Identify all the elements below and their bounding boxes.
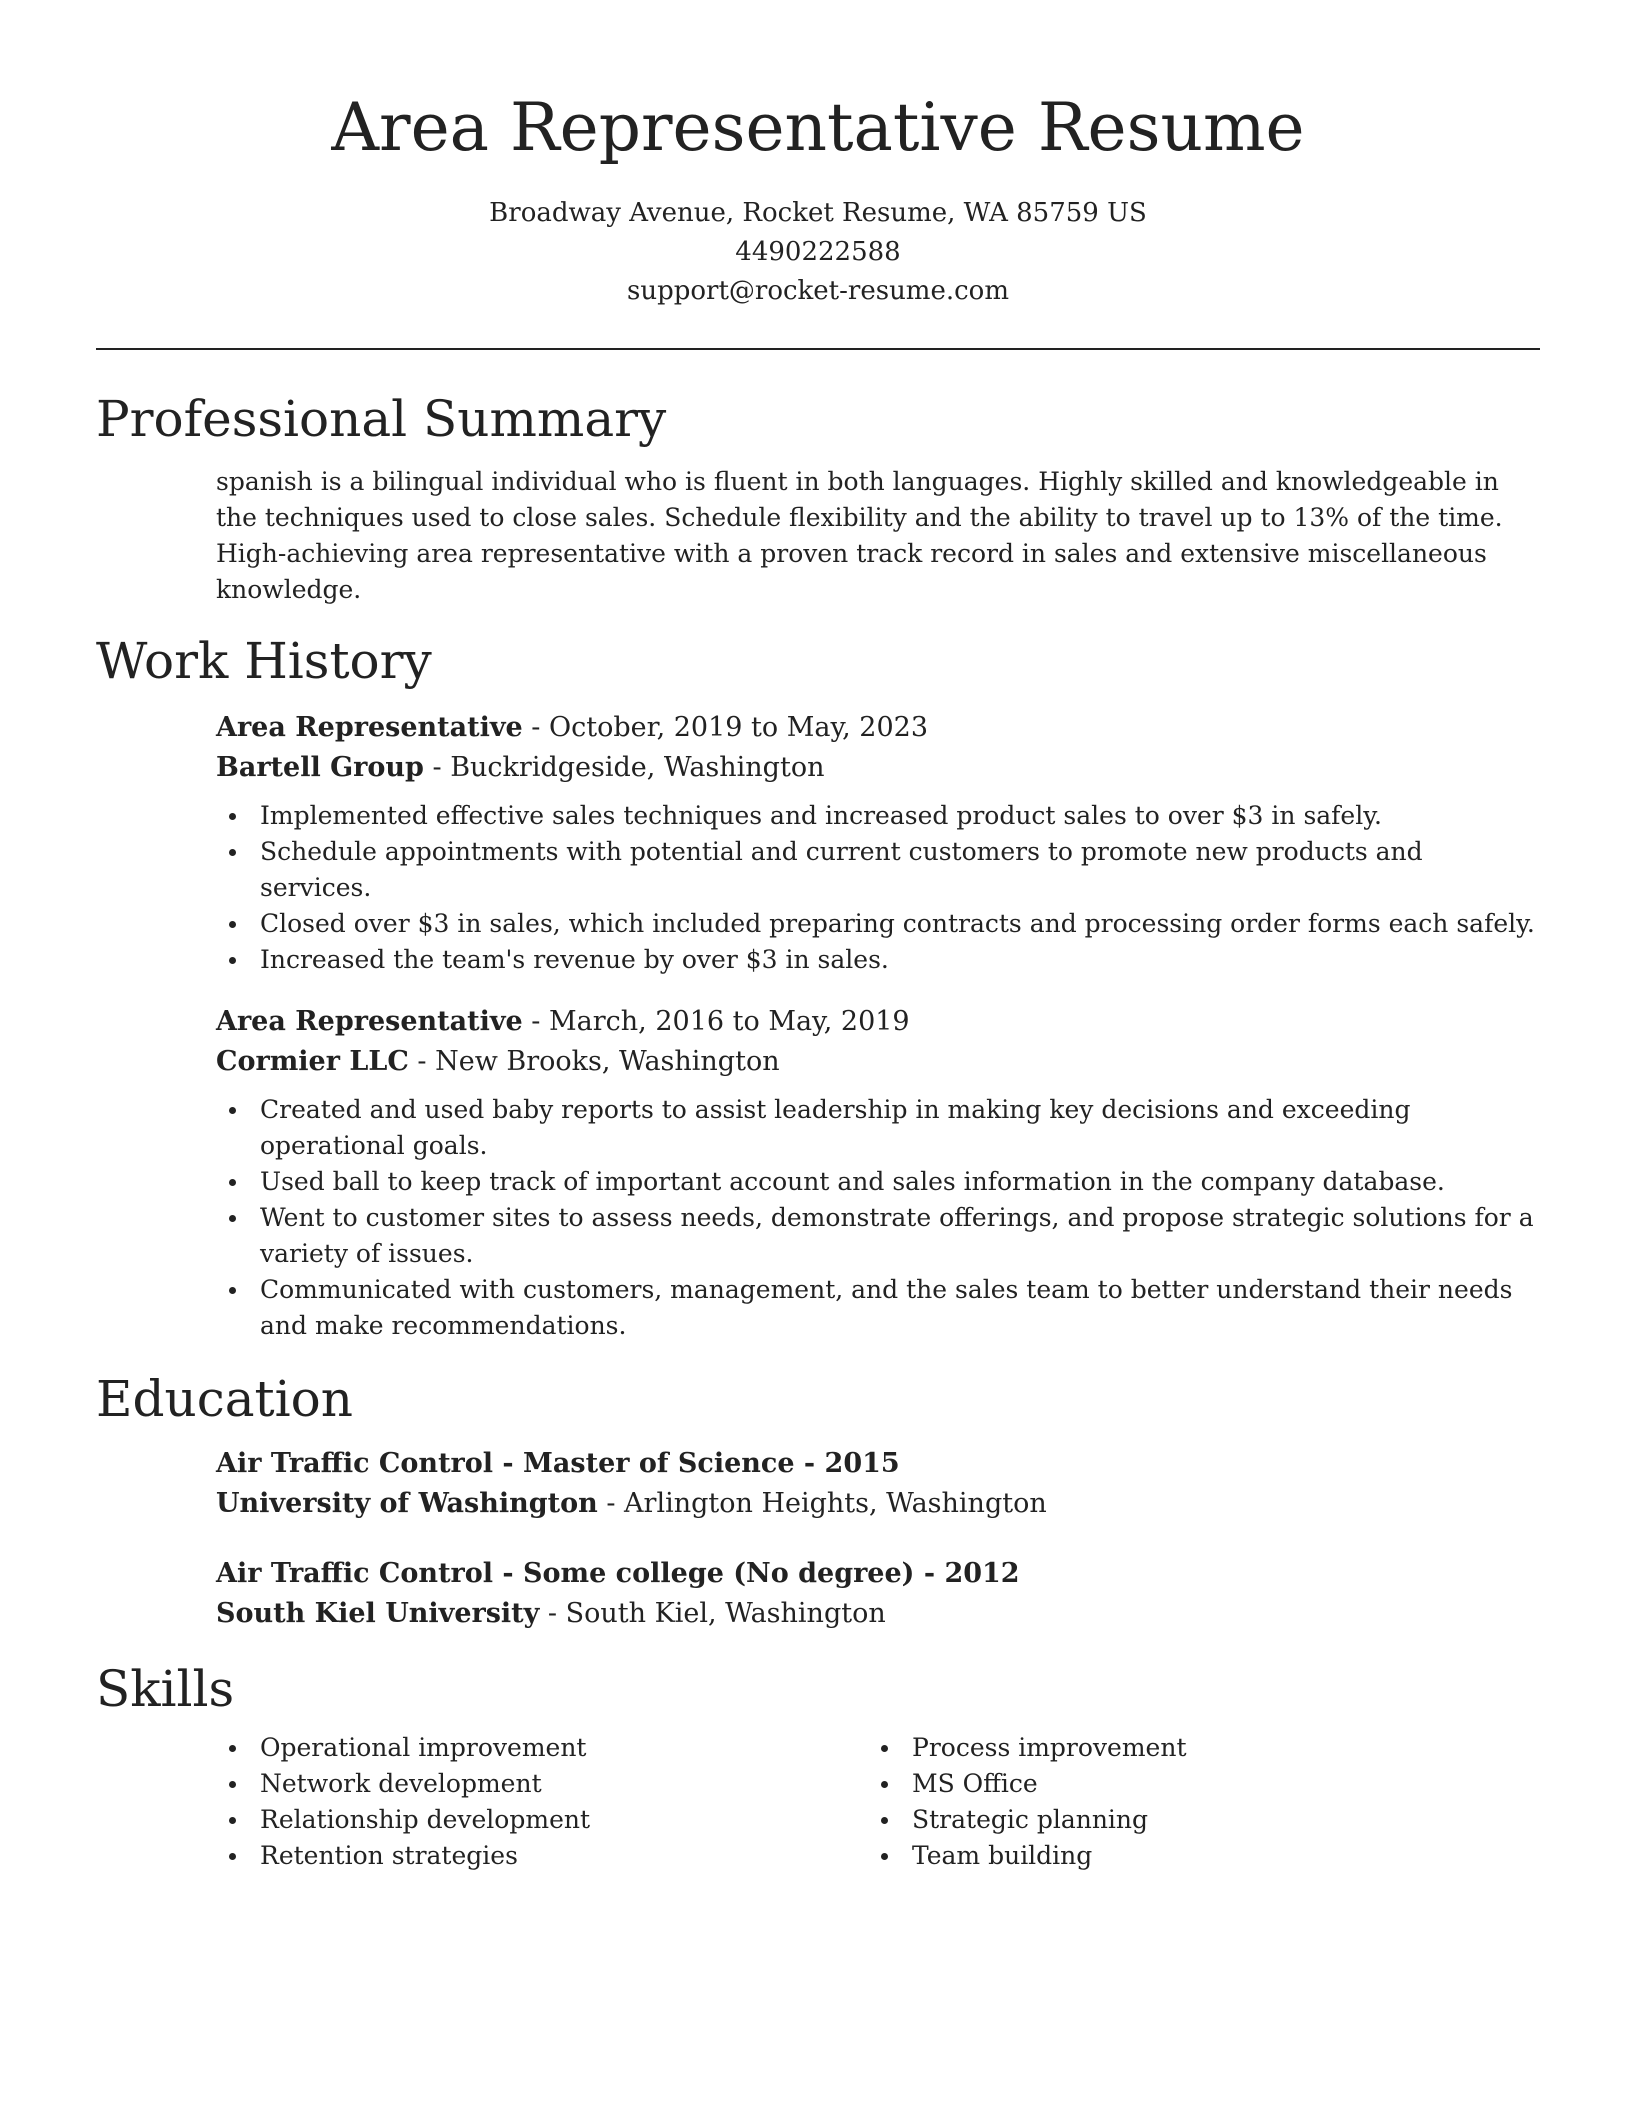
education-school-line xyxy=(216,1594,1540,1634)
job-entry xyxy=(216,1002,1540,1344)
job-company-line xyxy=(216,1042,1540,1082)
job-bullet: Used ball to keep track of important account and sales information in the company database. xyxy=(216,1164,1540,1200)
job-company-line xyxy=(216,748,1540,788)
job-bullet: Implemented effective sales techniques and increased product sales to over $3 in safely. xyxy=(216,798,1540,834)
education-school: University of Washington xyxy=(216,1488,598,1519)
skill-item: MS Office xyxy=(868,1766,1520,1802)
education-degree: Air Traffic Control - Some college (No degree) - 2012 xyxy=(216,1558,1020,1589)
education-degree-line xyxy=(216,1444,1540,1484)
skills-column-left xyxy=(216,1730,868,1874)
education-heading: Education xyxy=(96,1370,353,1428)
job-company: Cormier LLC xyxy=(216,1046,409,1077)
education-school: South Kiel University xyxy=(216,1598,540,1629)
job-title: Area Representative xyxy=(216,712,523,743)
skill-item: Network development xyxy=(216,1766,868,1802)
job-title-line xyxy=(216,708,1540,748)
education-location: - South Kiel, Washington xyxy=(539,1598,886,1629)
job-location: - New Brooks, Washington xyxy=(408,1046,780,1077)
skill-item: Strategic planning xyxy=(868,1802,1520,1838)
skill-item: Team building xyxy=(868,1838,1520,1874)
skill-item: Retention strategies xyxy=(216,1838,868,1874)
skill-item: Process improvement xyxy=(868,1730,1520,1766)
job-bullet: Closed over $3 in sales, which included preparing contracts and processing order forms each safely. xyxy=(216,906,1540,942)
education-degree: Air Traffic Control - Master of Science - 2015 xyxy=(216,1448,900,1479)
education-location: - Arlington Heights, Washington xyxy=(597,1488,1047,1519)
job-title: Area Representative xyxy=(216,1006,523,1037)
contact-address: Broadway Avenue, Rocket Resume, WA 85759 US xyxy=(489,198,1147,228)
header-divider xyxy=(96,348,1540,350)
work-history-heading: Work History xyxy=(96,632,432,690)
resume-title: Area Representative Resume xyxy=(331,89,1305,166)
education-entry xyxy=(216,1444,1540,1524)
skill-item: Relationship development xyxy=(216,1802,868,1838)
resume-page xyxy=(96,0,1540,1874)
resume-header xyxy=(96,0,1540,311)
contact-email: support@rocket-resume.com xyxy=(626,276,1009,306)
job-title-line xyxy=(216,1002,1540,1042)
job-bullet: Went to customer sites to assess needs, demonstrate offerings, and propose strategic solutions for a variety of issues. xyxy=(216,1200,1540,1272)
education-entry xyxy=(216,1554,1540,1634)
job-company: Bartell Group xyxy=(216,752,424,783)
skill-item: Operational improvement xyxy=(216,1730,868,1766)
job-bullet: Increased the team's revenue by over $3 in sales. xyxy=(216,942,1540,978)
job-bullet: Created and used baby reports to assist leadership in making key decisions and exceeding operational goals. xyxy=(216,1092,1540,1164)
job-entry xyxy=(216,708,1540,978)
summary-heading: Professional Summary xyxy=(96,390,667,448)
job-bullet: Communicated with customers, management, and the sales team to better understand their needs and make recommendations. xyxy=(216,1272,1540,1344)
education-degree-line xyxy=(216,1554,1540,1594)
education-school-line xyxy=(216,1484,1540,1524)
summary-text: spanish is a bilingual individual who is fluent in both languages. Highly skilled and knowledgeable in the techniques used to close sales. Schedule flexibility and the ability to travel up to 13% of the time. High-achieving area representative with a proven track record in sales and extensive miscellaneous knowledge. xyxy=(216,467,1503,604)
contact-phone: 4490222588 xyxy=(735,237,901,267)
skills-bullets-left xyxy=(216,1730,868,1874)
skills-column-right xyxy=(868,1730,1520,1874)
skills-heading: Skills xyxy=(96,1660,235,1718)
job-bullet: Schedule appointments with potential and current customers to promote new products and services. xyxy=(216,834,1540,906)
job-dates: - March, 2016 to May, 2019 xyxy=(522,1006,910,1037)
skills-bullets-right xyxy=(868,1730,1520,1874)
job-dates: - October, 2019 to May, 2023 xyxy=(522,712,929,743)
skills-list xyxy=(216,1730,1540,1874)
job-bullets xyxy=(216,798,1540,978)
job-location: - Buckridgeside, Washington xyxy=(423,752,825,783)
job-bullets xyxy=(216,1092,1540,1344)
